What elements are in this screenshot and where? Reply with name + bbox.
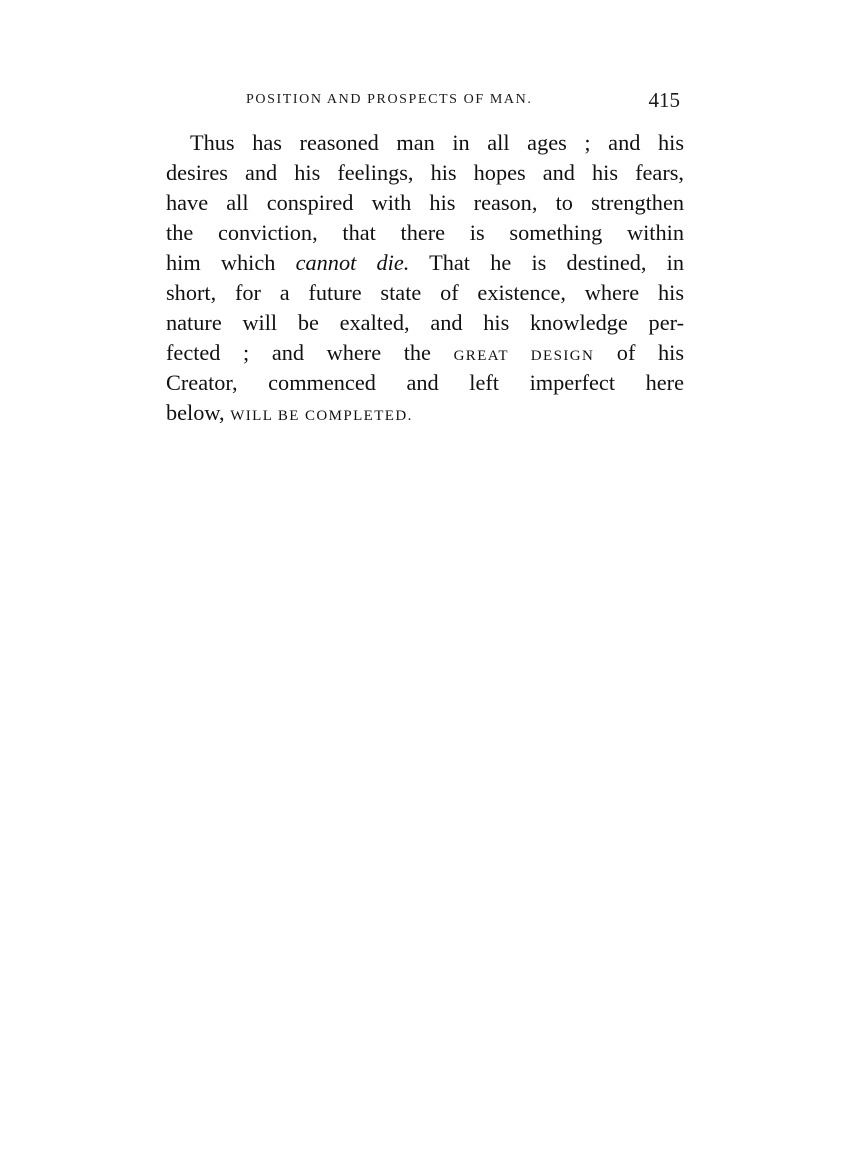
text-run: below,: [166, 400, 231, 425]
text-line: have all conspired with his reason, to strengthen: [166, 190, 684, 215]
body-paragraph: [166, 128, 684, 428]
text-line: [166, 248, 684, 278]
text-run: That he is destined, in: [409, 250, 684, 275]
text-line: [166, 398, 684, 428]
text-line: the conviction, that there is something within: [166, 220, 684, 245]
text-line: nature will be exalted, and his knowledge per-: [166, 310, 684, 335]
text-line: desires and his feelings, his hopes and his fears,: [166, 160, 684, 185]
running-title: POSITION AND PROSPECTS OF MAN.: [246, 92, 533, 107]
text-run: fected ; and where the: [166, 340, 454, 365]
text-line: [166, 338, 684, 368]
text-run: of his: [594, 340, 684, 365]
italic-emphasis: cannot die.: [295, 250, 410, 275]
text-line: Thus has reasoned man in all ages ; and his: [190, 130, 684, 155]
text-line: short, for a future state of existence, where his: [166, 280, 684, 305]
small-caps-emphasis: GREAT DESIGN: [453, 348, 595, 364]
running-head: [166, 88, 682, 118]
text-run: him which: [166, 250, 296, 275]
page-number: 415: [648, 88, 680, 112]
small-caps-emphasis: WILL BE COMPLETED.: [230, 408, 413, 424]
text-line: Creator, commenced and left imperfect here: [166, 370, 684, 395]
